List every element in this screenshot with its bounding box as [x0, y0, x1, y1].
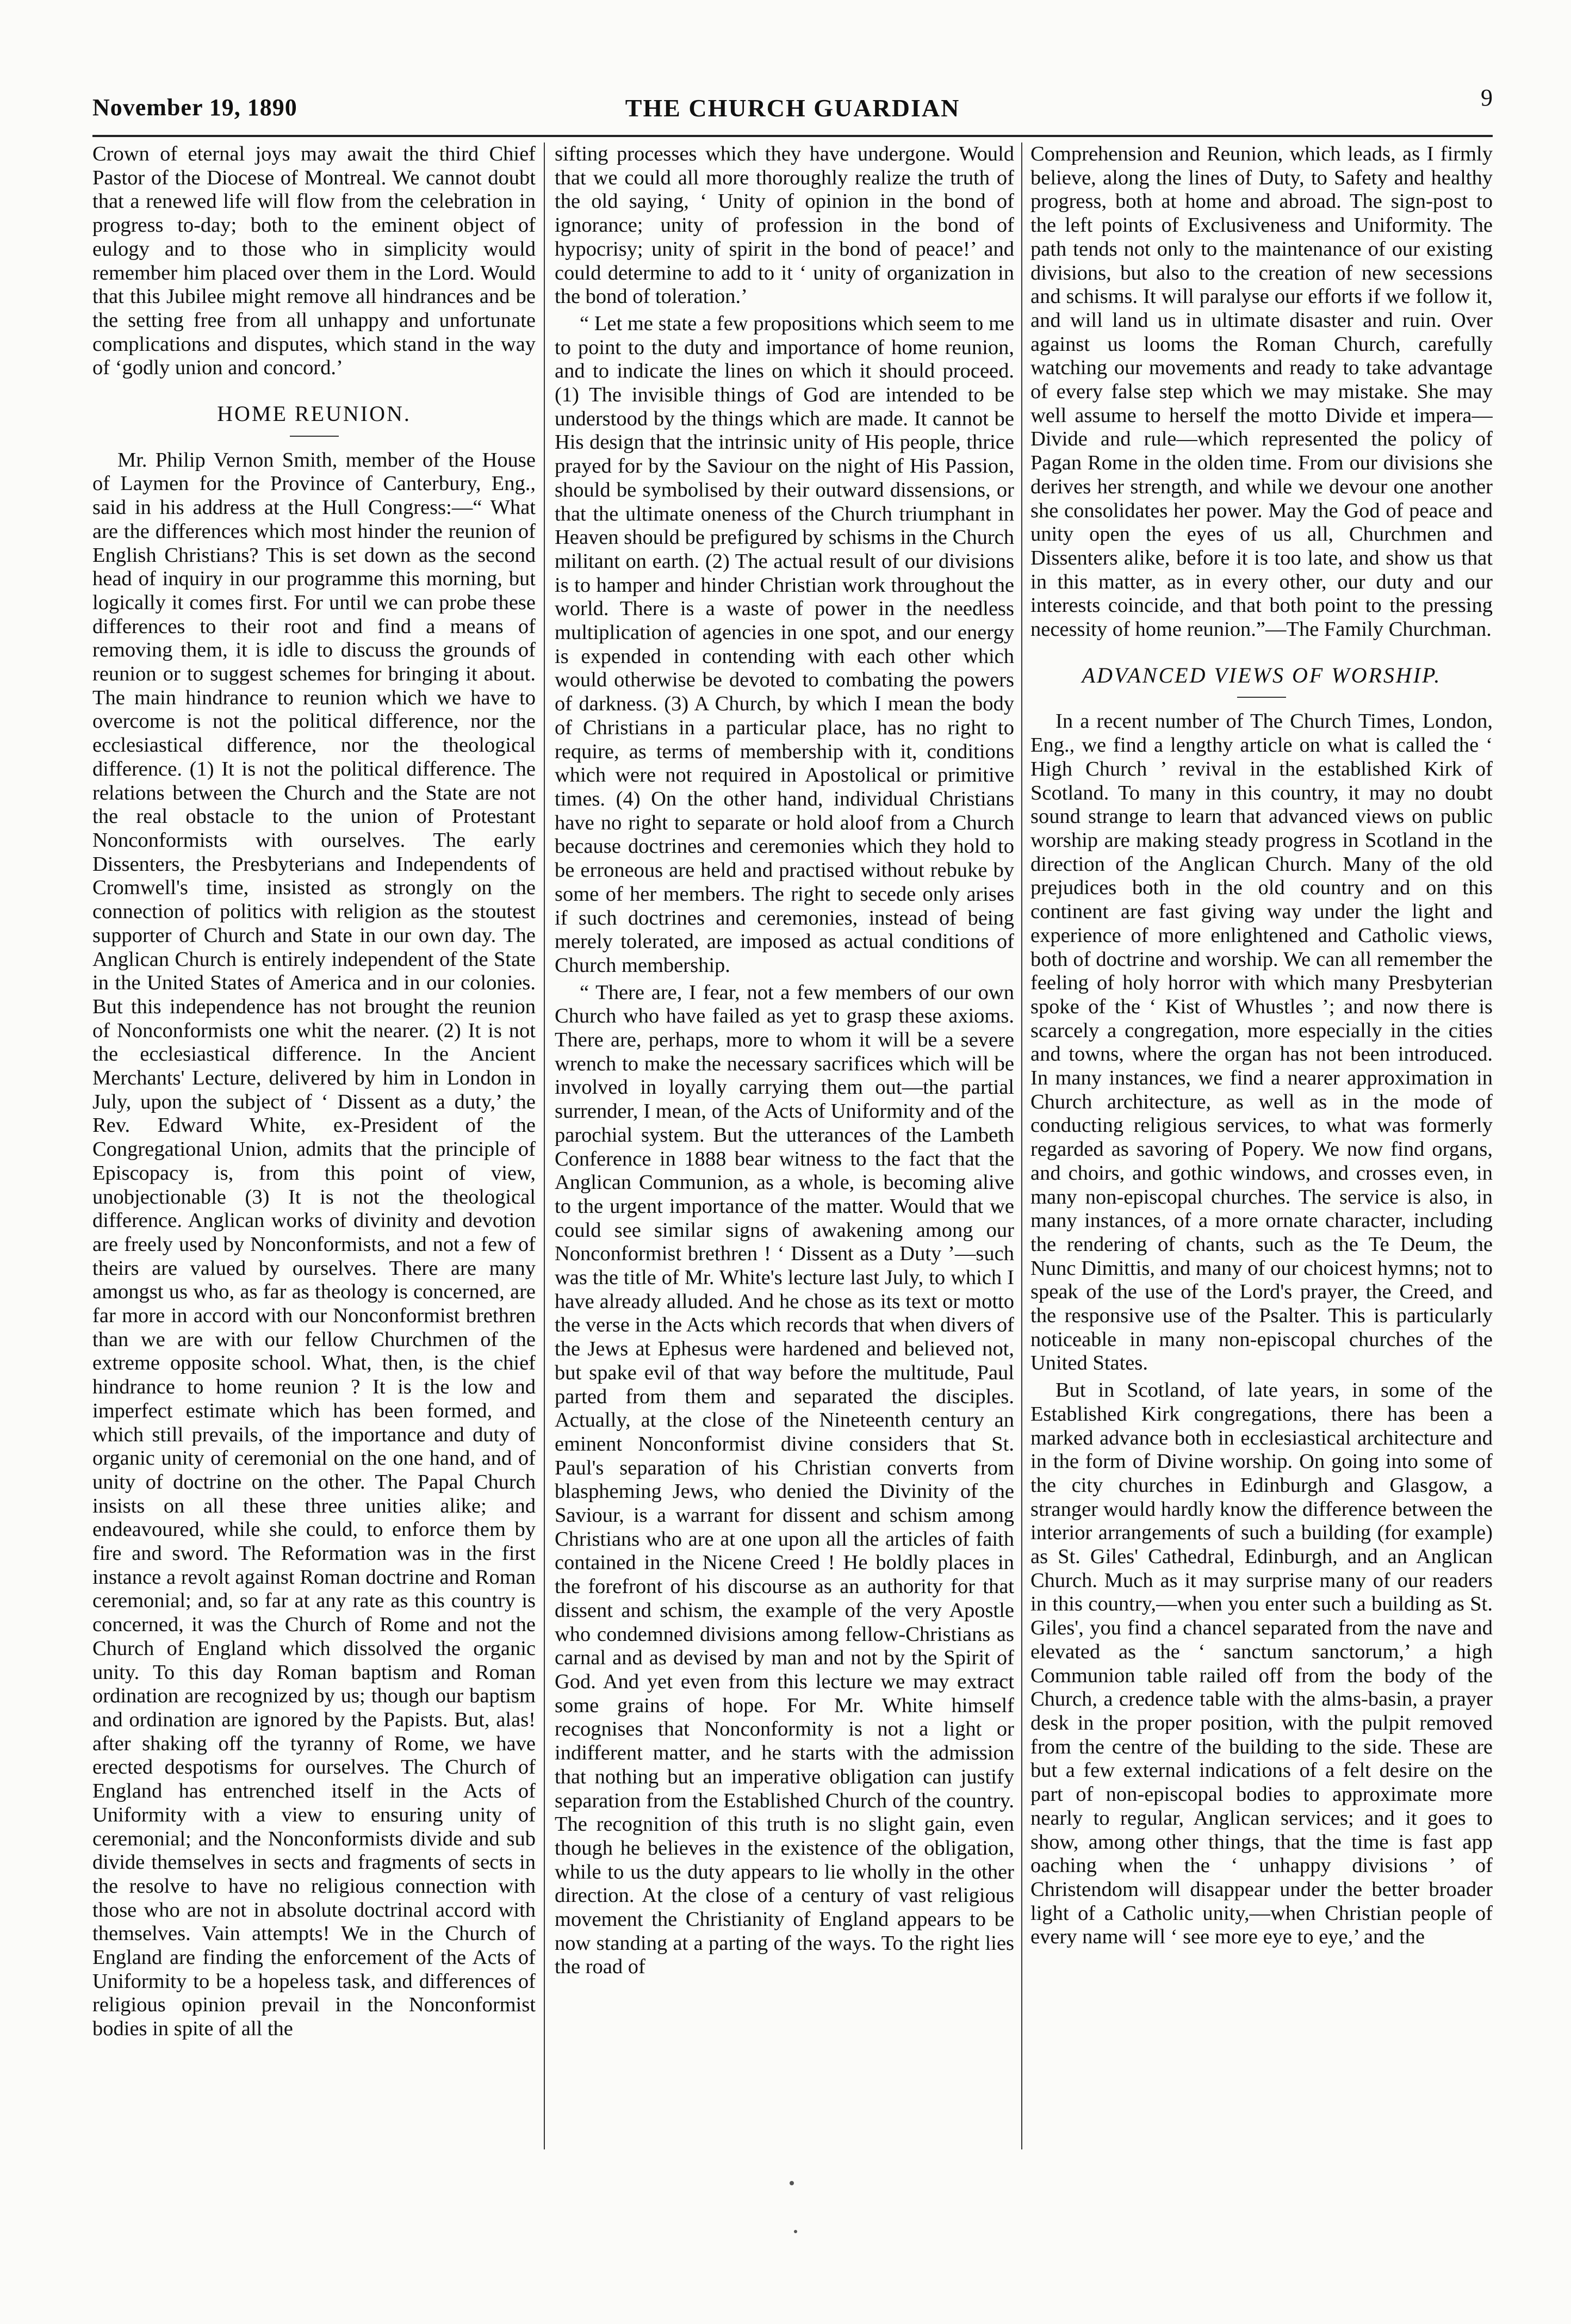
article-paragraph: Mr. Philip Vernon Smith, member of the House of Laymen for the Province of Canterbury, Eng., said in his address at the Hull Congress:—“ What are the differences which most hinder the reunion of English Christians? This is set down as the second head of inquiry in our programme this morning, but logically it comes first. For until we can probe these differences to their root and find a means of removing them, it is idle to discuss the grounds of reunion or to suggest schemes for bringing it about. The main hindrance to reunion which we have to overcome is not the political difference, nor the ecclesiastical difference, nor the theological difference. (1) It is not the political difference. The relations between the Church and the State are not the real obstacle to the union of Protestant Nonconformists with ourselves. The early Dissenters, the Presbyterians and Independents of Cromwell's time, insisted as strongly on the connection of politics with religion as the stoutest supporter of Church and State in our own day. The Anglican Church is entirely independent of the State in the United States of America and in our colonies. But this independence has not brought the reunion of Nonconformists one whit the nearer. (2) It is not the ecclesiastical difference. In the Ancient Merchants' Lecture, delivered by him in London in July, upon the subject of ‘ Dissent as a duty,’ the Rev. Edward White, ex-President of the Congregational Union, admits that the principle of Episcopacy is, from this point of view, unobjectionable (3) It is not the theological difference. Anglican works of divinity and devotion are freely used by Nonconformists, and not a few of theirs are valued by ourselves. There are many amongst us who, as far as theology is concerned, are far more in accord with our Nonconformist brethren than we are with our fellow Churchmen of the extreme opposite school. What, then, is the chief hindrance to home reunion ? It is the low and imperfect estimate which has been formed, and which still prevails, of the importance and duty of organic unity of ceremonial on the one hand, and of unity of doctrine on the other. The Papal Church insists on all these three unities alike; and endeavoured, while she could, to enforce them by fire and sword. The Reformation was in the first instance a revolt against Roman doctrine and Roman ceremonial; and, so far at any rate as this country is concerned, it was the Church of Rome and not the Church of England which dissolved the organic unity. To this day Roman baptism and Roman ordination are recognized by us; though our baptism and ordination are ignored by the Papists. But, alas! after shaking off the tyranny of Rome, we have erected despotisms for ourselves. The Church of England has entrenched itself in the Acts of Uniformity with a view to ensuring unity of ceremonial; and the Nonconformists divide and sub divide themselves in sects and fragments of sects in the resolve to have no religious connection with those who are not in absolute doctrinal accord with themselves. Vain attempts! We in the Church of England are finding the enforcement of the Acts of Uniformity to be a hopeless task, and differences of religious opinion prevail in the Nonconformist bodies in spite of all the: [92, 448, 536, 2041]
heading-rule: [1237, 697, 1286, 698]
column-divider: [1021, 142, 1022, 2149]
article-paragraph: But in Scotland, of late years, in some of the Established Kirk congregations, there has been a marked advance both in ecclesiastical architecture and in the form of Divine worship. On going into some of the city churches in Edinburgh and Glasgow, a stranger would hardly know the difference between the interior arrangements of such a building (for example) as St. Giles' Cathedral, Edinburgh, and an Anglican Church. Much as it may surprise many of our readers in this country,—when you enter such a building as St. Giles', you find a chancel separated from the nave and elevated as the ‘ sanctum sanctorum,’ a high Communion table railed off from the body of the Church, a credence table with the alms-basin, a prayer desk in the proper position, with the pulpit removed from the centre of the building to the side. These are but a few external indications of a felt desire on the part of non-episcopal bodies to approximate more nearly to regular, Anglican services; and it goes to show, among other things, that the time is fast app oaching when the ‘ unhappy divisions ’ of Christendom will disappear under the better broader light of a Catholic unity,—when Christian people of every name will ‘ see more eye to eye,’ and the: [1030, 1379, 1493, 1949]
page-number: 9: [1481, 84, 1493, 111]
heading-rule: [290, 436, 339, 437]
newspaper-title: THE CHURCH GUARDIAN: [625, 94, 960, 122]
article-paragraph: “ Let me state a few propositions which seem to me to point to the duty and importance of home reunion, and to indicate the lines on which it should proceed. (1) The invisible things of God are intended to be understood by the things which are made. It cannot be His design that the intrinsic unity of His people, thrice prayed for by the Saviour on the night of His Passion, should be symbolised by their outward dissensions, or that the ultimate oneness of the Church triumphant in Heaven should be prefigured by schisms in the Church militant on earth. (2) The actual result of our divisions is to hamper and hinder Christian work throughout the world. There is a waste of power in the needless multiplication of agencies in one spot, and our energy is expended in contending with each other which would otherwise be devoted to combating the powers of darkness. (3) A Church, by which I mean the body of Christians in a particular place, has no right to require, as terms of membership with it, conditions which were not required in Apostolical or primitive times. (4) On the other hand, individual Christians have no right to separate or hold aloof from a Church because doctrines and ceremonies which they hold to be erroneous are held and practised without rebuke by some of her members. The right to secede only arises if such doctrines and ceremonies, instead of being merely tolerated, are imposed as actual conditions of Church membership.: [555, 312, 1014, 977]
article-paragraph: Comprehension and Reunion, which leads, as I firmly believe, along the lines of Duty, to Safety and healthy progress, both at home and abroad. The sign-post to the left points of Exclusiveness and Uniformity. The path tends not only to the maintenance of our existing divisions, but also to the creation of new secessions and schisms. It will paralyse our efforts if we follow it, and will land us in ultimate disaster and ruin. Over against us looms the Roman Church, carefully watching our movements and ready to take advantage of every false step which we may mistake. She may well assume to herself the motto Divide et impera—Divide and rule—which represented the policy of Pagan Rome in the olden time. From our divisions she derives her strength, and while we devour one another she consolidates her power. May the God of peace and unity open the eyes of us all, Churchmen and Dissenters alike, before it is too late, and show us that in this matter, as in every other, our duty and our interests coincide, and that both point to the pressing necessity of home reunion.”—The Family Churchman.: [1030, 142, 1493, 641]
section-heading-advanced-views: ADVANCED VIEWS OF WORSHIP.: [1082, 662, 1442, 687]
issue-date: November 19, 1890: [92, 94, 297, 121]
column-2: [555, 142, 1014, 2149]
column-divider: [544, 142, 545, 2149]
section-heading-home-reunion: HOME REUNION.: [217, 401, 411, 426]
header-rule: [92, 135, 1493, 137]
article-paragraph: sifting processes which they have undergone. Would that we could all more thoroughly realize the truth of the old saying, ‘ Unity of opinion in the bond of ignorance; unity of profession in the bond of hypocrisy; unity of spirit in the bond of peace!’ and could determine to add to it ‘ unity of organization in the bond of toleration.’: [555, 142, 1014, 308]
column-3: [1030, 142, 1493, 2149]
print-speck: [794, 2230, 797, 2233]
column-1: [92, 142, 536, 2149]
article-paragraph: “ There are, I fear, not a few members of our own Church who have failed as yet to grasp these axioms. There are, perhaps, more to whom it will be a severe wrench to make the necessary sacrifices which will be involved in loyally carrying them out—the partial surrender, I mean, of the Acts of Uniformity and of the parochial system. But the utterances of the Lambeth Conference in 1888 bear witness to the fact that the Anglican Communion, as a whole, is becoming alive to the urgent importance of the matter. Would that we could see similar signs of awakening among our Nonconformist brethren ! ‘ Dissent as a Duty ’—such was the title of Mr. White's lecture last July, to which I have already alluded. And he chose as its text or motto the verse in the Acts which records that when divers of the Jews at Ephesus were hardened and believed not, but spake evil of that way before the multitude, Paul parted from them and separated the disciples. Actually, at the close of the Nineteenth century an eminent Nonconformist divine considers that St. Paul's separation of his Christian converts from blaspheming Jews, who denied the Divinity of the Saviour, is a warrant for dissent and schism among Christians who are at one upon all the articles of faith contained in the Nicene Creed ! He boldly places in the forefront of his discourse as an authority for that dissent and schism, the example of the very Apostle who condemned divisions among fellow-Christians as carnal and as devised by man and not by the Spirit of God. And yet even from this lecture we may extract some grains of hope. For Mr. White himself recognises that Nonconformity is not a light or indifferent matter, and he starts with the admission that nothing but an imperative obligation can justify separation from the Established Church of the country. The recognition of this truth is no slight gain, even though he believes in the existence of the obligation, while to us the duty appears to lie wholly in the other direction. At the close of a century of vast religious movement the Christianity of England appears to be now standing at a parting of the ways. To the right lies the road of: [555, 981, 1014, 1979]
page-header: [92, 84, 1493, 132]
article-paragraph: In a recent number of The Church Times, London, Eng., we find a lengthy article on what is called the ‘ High Church ’ revival in the established Kirk of Scotland. To many in this country, it may no doubt sound strange to learn that advanced views on public worship are making steady progress in Scotland in the direction of the Anglican Church. Many of the old prejudices both in the old country and on this continent are fast giving way under the light and experience of more enlightened and Catholic views, both of doctrine and worship. We can all remember the feeling of holy horror with which many Presbyterian spoke of the ‘ Kist of Whustles ’; and now there is scarcely a congregation, more especially in the cities and towns, where the organ has not been introduced. In many instances, we find a nearer approximation in Church architecture, as well as in the mode of conducting religious services, to what was formerly regarded as savoring of Popery. We now find organs, and choirs, and gothic windows, and crosses even, in many non-episcopal churches. The service is also, in many instances, of a more ornate character, including the rendering of chants, such as the Te Deum, the Nunc Dimittis, and many of our choicest hymns; not to speak of the use of the Lord's prayer, the Creed, and the responsive use of the Psalter. This is particularly noticeable in many non-episcopal churches of the United States.: [1030, 710, 1493, 1375]
print-speck: [790, 2181, 794, 2185]
article-paragraph: Crown of eternal joys may await the third Chief Pastor of the Diocese of Montreal. We cannot doubt that a renewed life will flow from the celebration in progress to-day; both to the eminent object of eulogy and to those who in simplicity would remember him placed over them in the Lord. Would that this Jubilee might remove all hindrances and be the setting free from all unhappy and unfortunate complications and disputes, which stand in the way of ‘godly union and concord.’: [92, 142, 536, 380]
